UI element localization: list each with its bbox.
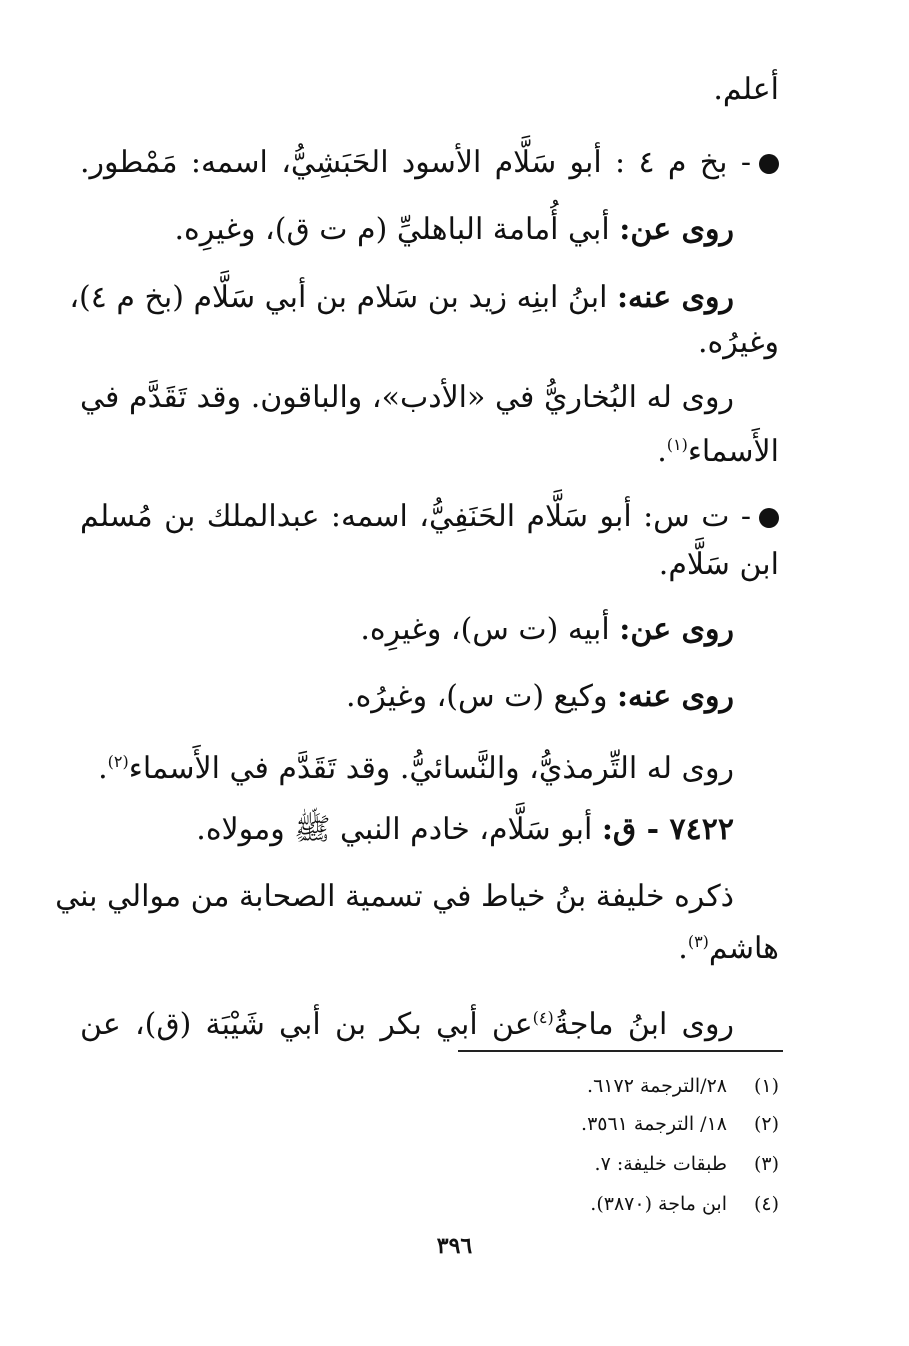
footnote-divider xyxy=(458,1050,783,1052)
footnote-4 xyxy=(590,1190,779,1218)
period: . xyxy=(98,751,108,786)
text-line-15 xyxy=(678,922,779,969)
text-l16: روى ابنُ ماجةُ xyxy=(553,1007,734,1042)
narrated-from-line-2 xyxy=(360,610,734,650)
text-l12: روى له التِّرمذيُّ، والنَّسائيُّ. وقد تَقَدَّم في الأَسماء xyxy=(128,751,734,786)
label-rawa-anhu-2: روى عنه: xyxy=(616,679,734,714)
footnote-ref-3: (٣) xyxy=(687,932,709,951)
text-l7: الأَسماء xyxy=(687,434,779,469)
footnote-3 xyxy=(595,1150,779,1178)
footnote-ref-1: (١) xyxy=(666,435,688,454)
footnote-number: (٤) xyxy=(753,1193,779,1215)
page-number: ٣٩٦ xyxy=(436,1233,473,1259)
text-l1: أعلم. xyxy=(713,72,779,107)
footnote-2 xyxy=(581,1110,779,1138)
footnote-text: طبقات خليفة: ٧. xyxy=(594,1153,727,1175)
period: . xyxy=(678,931,688,966)
text-l13: أبو سَلَّام، خادم النبي ﷺ ومولاه. xyxy=(196,812,602,847)
label-rawa-an-2: روى عن: xyxy=(619,612,734,647)
bullet-icon xyxy=(759,154,779,174)
entry-abu-sallam-habashi xyxy=(80,143,779,183)
text-line-6 xyxy=(80,378,734,418)
footnote-number: (١) xyxy=(753,1075,779,1097)
text-l2: - بخ م ٤ : أبو سَلَّام الأسود الحَبَشِيُّ، اسمه: مَمْطور. xyxy=(80,145,751,180)
text-line-1 xyxy=(713,70,779,110)
text-l10: أبيه (ت س)، وغيرِه. xyxy=(360,612,620,647)
footnote-ref-4: (٤) xyxy=(532,1008,554,1027)
text-l6: روى له البُخاريُّ في «الأدب»، والباقون. وقد تَقَدَّم في xyxy=(80,380,734,415)
footnote-text: ابن ماجة (٣٨٧٠). xyxy=(590,1193,727,1215)
period: . xyxy=(657,434,667,469)
text-l5: وغيرُه. xyxy=(697,325,779,360)
label-rawa-anhu: روى عنه: xyxy=(616,280,734,315)
text-l4: ابنُ ابنِه زيد بن سَلام بن أبي سَلَّام (بخ م ٤)، xyxy=(69,280,617,315)
bullet-icon xyxy=(759,508,779,528)
text-l3: أبي أُمامة الباهليِّ (م ت ق)، وغيرِه. xyxy=(174,212,620,247)
text-line-7 xyxy=(657,425,779,472)
text-line-14 xyxy=(55,877,734,917)
narrated-by-line-2 xyxy=(346,677,734,717)
text-l11: وكيع (ت س)، وغيرُه. xyxy=(346,679,617,714)
narrated-by-line xyxy=(69,278,734,318)
text-l16-rest: عن أبي بكر بن أبي شَيْبَة (ق)، عن xyxy=(80,1007,533,1042)
footnote-number: (٢) xyxy=(753,1113,779,1135)
text-l14: ذكره خليفة بنُ خياط في تسمية الصحابة من موالي بني xyxy=(55,879,734,914)
footnote-ref-2: (٢) xyxy=(107,752,129,771)
narrated-from-line xyxy=(174,210,734,250)
text-l8: - ت س: أبو سَلَّام الحَنَفِيُّ، اسمه: عبدالملك بن مُسلم xyxy=(80,499,751,534)
text-l15: هاشم xyxy=(708,931,779,966)
footnote-number: (٣) xyxy=(753,1153,779,1175)
label-rawa-an: روى عن: xyxy=(619,212,734,247)
text-line-16 xyxy=(80,998,734,1045)
footnote-1 xyxy=(587,1072,779,1100)
footnote-text: ٢٨/الترجمة ٦١٧٢. xyxy=(587,1075,727,1097)
entry-abu-sallam-hanafi xyxy=(80,497,779,537)
text-l9: ابن سَلَّام. xyxy=(658,547,779,582)
text-line-12 xyxy=(98,742,734,789)
entry-7422 xyxy=(196,810,734,850)
footnote-text: ١٨/ الترجمة ٣٥٦١. xyxy=(581,1113,727,1135)
text-line-5 xyxy=(698,323,779,363)
text-line-9 xyxy=(659,545,779,585)
entry-number: ٧٤٢٢ - ق: xyxy=(601,812,734,847)
